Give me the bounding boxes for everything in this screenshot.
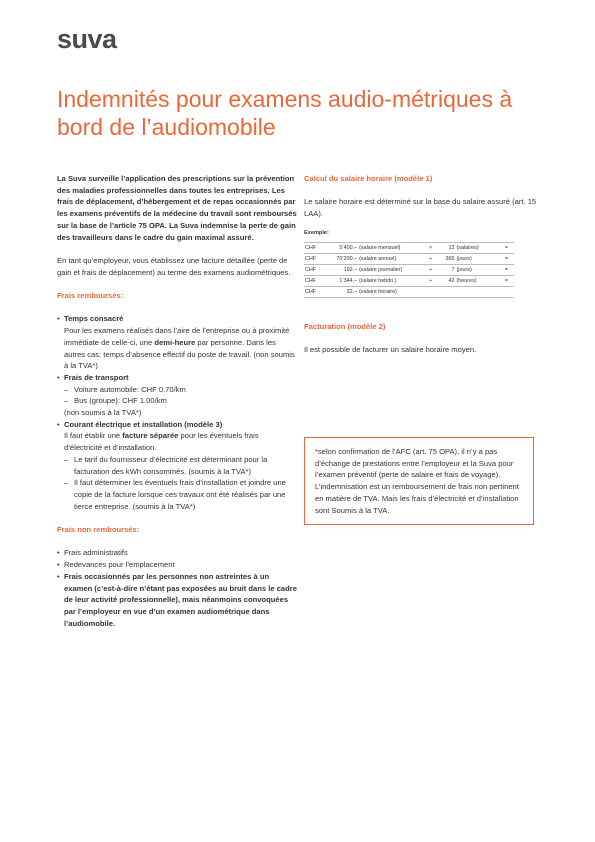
operator-cell: ÷	[423, 253, 438, 264]
currency-cell: CHF	[304, 286, 323, 297]
number-cell	[438, 286, 455, 297]
sub-item: – Il faut déterminer les éventuels frais d’installation et joindre une copie de la facture lorsque ces travaux ont été réalisés par une tierce entreprise. (soumis à la TVA*)	[64, 477, 297, 512]
section-not-refunded-heading: Frais non remboursés:	[57, 525, 140, 535]
description-cell: (salaire annuel)	[358, 253, 423, 264]
table-row	[304, 253, 514, 264]
unit-cell: (heures)	[456, 275, 499, 286]
equals-cell: =	[499, 242, 514, 253]
list-item: • Frais administratifs	[57, 547, 297, 559]
equals-cell: =	[499, 253, 514, 264]
item-note: (non soumis à la TVA*)	[64, 408, 142, 418]
description-cell: (salaire journalier)	[358, 264, 423, 275]
suva-logo: suva	[57, 24, 117, 54]
operator-cell	[423, 286, 438, 297]
description-cell: (salaire horaire)	[358, 286, 423, 297]
equals-cell: =	[499, 275, 514, 286]
item-text: par personne. Dans les autres cas: temps d’absence effectif du poste de travail. (non soumis à la TVA*)	[64, 337, 295, 371]
item-heading: Courant électrique et installation (modèle 3)	[64, 419, 223, 429]
amount-cell: 5’400.–	[323, 242, 358, 253]
left-column	[57, 173, 297, 629]
description-cell: (salaire mensuel)	[358, 242, 423, 253]
operator-cell: ÷	[423, 275, 438, 286]
currency-cell: CHF	[304, 275, 323, 286]
table-row	[304, 242, 514, 253]
item-text: Pour les examens réalisés dans l’aire de l’entreprise ou à proximité immédiate de celle-ci, une	[64, 326, 290, 347]
sub-item: – Bus (groupe): CHF 1.00/km	[64, 395, 297, 407]
operator-cell: ×	[423, 242, 438, 253]
vat-note-text: *selon confirmation de l’AFC (art. 75 OPA), il n’y a pas d’échange de prestations entre l’employeur et la Suva pour l’examen préventif (perte de salaire et frais de voyage). L’indemnisation est un remboursement de frais non pertinent en matière de TVA. Mais les frais d’électricité et d’installation sont Soumis à la TVA.	[315, 447, 519, 515]
operator-cell: ÷	[423, 264, 438, 275]
list-item	[57, 372, 297, 419]
list-item	[57, 419, 297, 513]
list-item: • Redevances pour l’emplacement	[57, 559, 297, 571]
currency-cell: CHF	[304, 253, 323, 264]
item-bold: Frais occasionnés par les personnes non astreintes à un examen (c’est-à-dire n’étant pas exposées au bruit dans le cadre de leur activité professionnelle), mais néanmoins convoquées par l’employeur en vue d’un examen audiométrique dans l’audiomobile.	[64, 571, 297, 628]
table-row	[304, 275, 514, 286]
number-cell: 7	[438, 264, 455, 275]
amount-cell: 32.–	[323, 286, 358, 297]
section-billing-heading: Facturation (modèle 2)	[304, 321, 386, 331]
intro-paragraph: En tant qu’employeur, vous établissez une facture détaillée (perte de gain et frais de déplacement) au terme des examens audiométriques.	[57, 255, 291, 277]
amount-cell: 192.–	[323, 264, 358, 275]
not-refunded-list	[57, 547, 297, 629]
equals-cell: =	[499, 264, 514, 275]
equals-cell	[499, 286, 514, 297]
item-text: Il faut établir une	[64, 431, 123, 441]
unit-cell: (salaires)	[456, 242, 499, 253]
page-title: Indemnités pour examens audio-métriques à bord de l’audiomobile	[57, 86, 513, 140]
item-bold: facture séparée	[122, 431, 179, 441]
item-text: pour les éventuels frais d’électricité et d’installation.	[64, 431, 259, 453]
unit-cell: (jours)	[456, 264, 499, 275]
section-refunded-heading: Frais remboursés:	[57, 291, 124, 300]
section-hourly-wage-heading: Calcul du salaire horaire (modèle 1)	[304, 174, 433, 183]
refunded-list	[57, 313, 297, 512]
sub-item: – Le tarif du fournisseur d’électricité est déterminant pour la facturation des kWh consommés. (soumis à la TVA*)	[64, 454, 297, 477]
description-cell: (salaire hebdo.)	[358, 275, 423, 286]
currency-cell: CHF	[304, 264, 323, 275]
item-bold: demi-heure	[154, 337, 196, 347]
lead-paragraph: La Suva surveille l’application des prescriptions sur la prévention des maladies professionnelles dans toutes les entreprises. Les frais de déplacement, d’hébergement et de repas occasionnés par les examens préventifs de la médecine du travail sont remboursés sur la base de l’article 75 OPA. La Suva indemnise la perte de gain des travailleurs dans le cadre du gain maximal assuré.	[57, 174, 297, 242]
currency-cell: CHF	[304, 242, 323, 253]
number-cell: 42	[438, 275, 455, 286]
list-item	[57, 571, 297, 630]
item-heading: Temps consacré	[64, 314, 124, 324]
item-heading: Frais de transport	[64, 372, 129, 382]
number-cell: 365	[438, 253, 455, 264]
hourly-wage-text: Le salaire horaire est déterminé sur la base du salaire assuré (art. 15 LAA).	[304, 197, 537, 219]
example-table	[304, 242, 514, 298]
example-label: Exemple:	[304, 229, 329, 236]
unit-cell: (jours)	[456, 253, 499, 264]
vat-note-box	[304, 437, 534, 525]
list-item	[57, 313, 297, 372]
amount-cell: 70’200.–	[323, 253, 358, 264]
table-row	[304, 264, 514, 275]
table-row	[304, 286, 514, 297]
amount-cell: 1’344.–	[323, 275, 358, 286]
right-column	[304, 173, 544, 356]
billing-text: Il est possible de facturer un salaire horaire moyen.	[304, 345, 477, 355]
number-cell: 13	[438, 242, 455, 253]
unit-cell	[456, 286, 499, 297]
sub-item: – Voiture automobile: CHF 0.70/km	[64, 384, 297, 396]
